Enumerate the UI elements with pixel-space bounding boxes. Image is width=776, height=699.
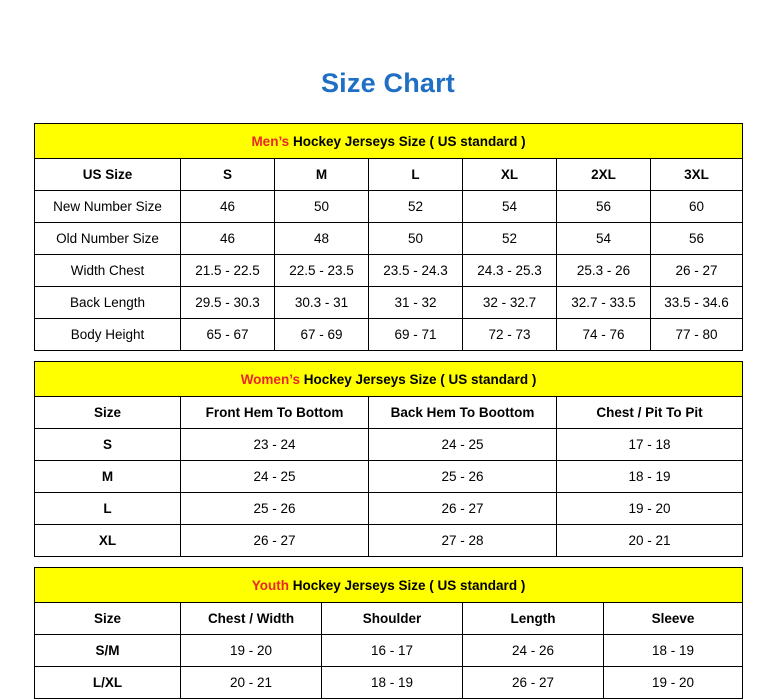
mens-cell-0-0: 46 <box>181 191 275 223</box>
mens-cell-0-1: 50 <box>275 191 369 223</box>
youth-size-table <box>34 567 743 699</box>
womens-cell-1-2: 18 - 19 <box>557 461 743 493</box>
youth-col-header-0: Size <box>35 603 181 635</box>
youth-col-header-3: Length <box>463 603 604 635</box>
womens-cell-1-0: 24 - 25 <box>181 461 369 493</box>
womens-row-label-0: S <box>35 429 181 461</box>
mens-row-label-1: Old Number Size <box>35 223 181 255</box>
table-row <box>35 525 743 557</box>
mens-row-label-2: Width Chest <box>35 255 181 287</box>
mens-cell-3-3: 32 - 32.7 <box>463 287 557 319</box>
mens-cell-1-1: 48 <box>275 223 369 255</box>
womens-cell-3-0: 26 - 27 <box>181 525 369 557</box>
womens-row-label-2: L <box>35 493 181 525</box>
womens-cell-0-0: 23 - 24 <box>181 429 369 461</box>
youth-col-header-4: Sleeve <box>604 603 743 635</box>
womens-row-label-1: M <box>35 461 181 493</box>
table-row <box>35 493 743 525</box>
mens-cell-3-4: 32.7 - 33.5 <box>557 287 651 319</box>
mens-header-accent: Men’s <box>251 133 290 149</box>
mens-col-header-1: S <box>181 159 275 191</box>
mens-cell-3-0: 29.5 - 30.3 <box>181 287 275 319</box>
mens-col-header-5: 2XL <box>557 159 651 191</box>
mens-cell-4-5: 77 - 80 <box>651 319 743 351</box>
mens-cell-1-3: 52 <box>463 223 557 255</box>
mens-cell-4-2: 69 - 71 <box>369 319 463 351</box>
mens-cell-1-4: 54 <box>557 223 651 255</box>
youth-cell-1-1: 18 - 19 <box>322 667 463 699</box>
youth-row-label-0: S/M <box>35 635 181 667</box>
womens-cell-1-1: 25 - 26 <box>369 461 557 493</box>
womens-column-header-row <box>35 397 743 429</box>
mens-cell-1-5: 56 <box>651 223 743 255</box>
section-spacer-2 <box>34 557 742 567</box>
mens-col-header-2: M <box>275 159 369 191</box>
youth-cell-0-2: 24 - 26 <box>463 635 604 667</box>
mens-cell-2-2: 23.5 - 24.3 <box>369 255 463 287</box>
womens-header-accent: Women’s <box>240 371 300 387</box>
mens-section-header <box>35 124 743 159</box>
mens-cell-1-0: 46 <box>181 223 275 255</box>
mens-column-header-row <box>35 159 743 191</box>
mens-cell-3-5: 33.5 - 34.6 <box>651 287 743 319</box>
womens-cell-0-1: 24 - 25 <box>369 429 557 461</box>
youth-section-header-row <box>35 568 743 603</box>
table-row <box>35 255 743 287</box>
youth-header-rest: Hockey Jerseys Size ( US standard ) <box>288 577 526 593</box>
womens-col-header-1: Front Hem To Bottom <box>181 397 369 429</box>
womens-cell-2-0: 25 - 26 <box>181 493 369 525</box>
mens-cell-4-3: 72 - 73 <box>463 319 557 351</box>
mens-cell-0-4: 56 <box>557 191 651 223</box>
youth-cell-0-0: 19 - 20 <box>181 635 322 667</box>
womens-cell-2-2: 19 - 20 <box>557 493 743 525</box>
youth-cell-1-2: 26 - 27 <box>463 667 604 699</box>
table-row <box>35 223 743 255</box>
mens-col-header-6: 3XL <box>651 159 743 191</box>
womens-col-header-0: Size <box>35 397 181 429</box>
mens-cell-4-1: 67 - 69 <box>275 319 369 351</box>
youth-col-header-1: Chest / Width <box>181 603 322 635</box>
womens-section-header <box>35 362 743 397</box>
mens-col-header-0: US Size <box>35 159 181 191</box>
mens-header-rest: Hockey Jerseys Size ( US standard ) <box>289 133 526 149</box>
table-row <box>35 287 743 319</box>
mens-cell-4-0: 65 - 67 <box>181 319 275 351</box>
mens-col-header-4: XL <box>463 159 557 191</box>
womens-cell-0-2: 17 - 18 <box>557 429 743 461</box>
mens-col-header-3: L <box>369 159 463 191</box>
youth-row-label-1: L/XL <box>35 667 181 699</box>
table-row <box>35 191 743 223</box>
youth-header-accent: Youth <box>251 577 289 593</box>
womens-col-header-2: Back Hem To Boottom <box>369 397 557 429</box>
womens-col-header-3: Chest / Pit To Pit <box>557 397 743 429</box>
youth-cell-0-3: 18 - 19 <box>604 635 743 667</box>
mens-row-label-4: Body Height <box>35 319 181 351</box>
mens-cell-3-1: 30.3 - 31 <box>275 287 369 319</box>
mens-row-label-0: New Number Size <box>35 191 181 223</box>
mens-cell-3-2: 31 - 32 <box>369 287 463 319</box>
table-row <box>35 319 743 351</box>
womens-section-header-row <box>35 362 743 397</box>
mens-cell-0-2: 52 <box>369 191 463 223</box>
mens-cell-1-2: 50 <box>369 223 463 255</box>
table-row <box>35 635 743 667</box>
mens-cell-2-4: 25.3 - 26 <box>557 255 651 287</box>
mens-cell-2-0: 21.5 - 22.5 <box>181 255 275 287</box>
mens-cell-2-5: 26 - 27 <box>651 255 743 287</box>
mens-cell-2-1: 22.5 - 23.5 <box>275 255 369 287</box>
youth-cell-0-1: 16 - 17 <box>322 635 463 667</box>
youth-column-header-row <box>35 603 743 635</box>
section-spacer-1 <box>34 351 742 361</box>
table-row <box>35 461 743 493</box>
womens-size-table <box>34 361 743 557</box>
mens-cell-2-3: 24.3 - 25.3 <box>463 255 557 287</box>
youth-cell-1-0: 20 - 21 <box>181 667 322 699</box>
table-row <box>35 429 743 461</box>
mens-cell-4-4: 74 - 76 <box>557 319 651 351</box>
mens-cell-0-3: 54 <box>463 191 557 223</box>
size-chart-tables <box>34 123 742 699</box>
youth-section-header <box>35 568 743 603</box>
mens-size-table <box>34 123 743 351</box>
womens-cell-3-2: 20 - 21 <box>557 525 743 557</box>
womens-cell-2-1: 26 - 27 <box>369 493 557 525</box>
womens-row-label-3: XL <box>35 525 181 557</box>
womens-cell-3-1: 27 - 28 <box>369 525 557 557</box>
youth-col-header-2: Shoulder <box>322 603 463 635</box>
page-title: Size Chart <box>320 68 456 98</box>
mens-row-label-3: Back Length <box>35 287 181 319</box>
mens-section-header-row <box>35 124 743 159</box>
womens-header-rest: Hockey Jerseys Size ( US standard ) <box>299 371 537 387</box>
table-row <box>35 667 743 699</box>
mens-cell-0-5: 60 <box>651 191 743 223</box>
youth-cell-1-3: 19 - 20 <box>604 667 743 699</box>
